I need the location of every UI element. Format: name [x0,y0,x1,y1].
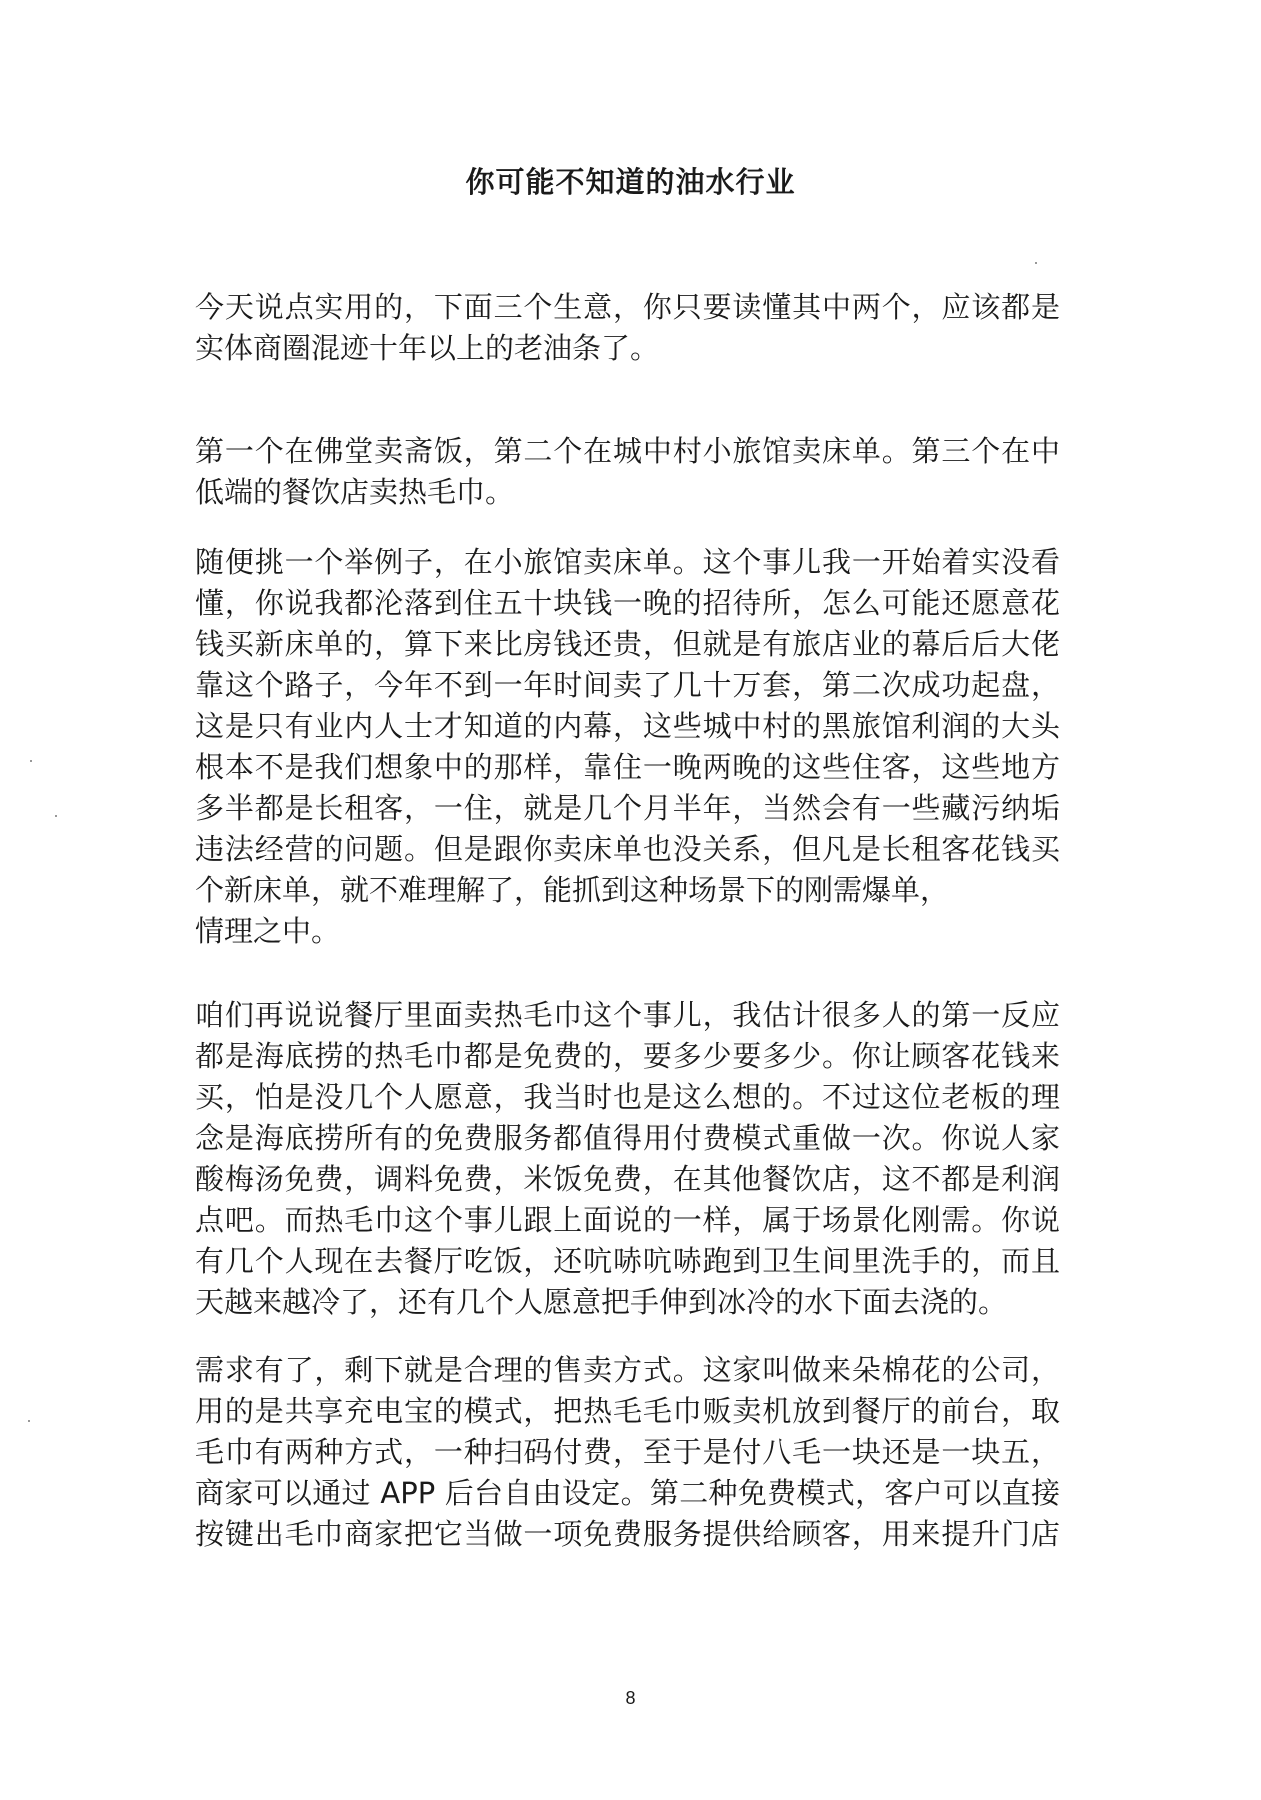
text-line: 有几个人现在去餐厅吃饭，还吭哧吭哧跑到卫生间里洗手的，而且 [195,1244,1060,1278]
text-line: 靠这个路子，今年不到一年时间卖了几十万套，第二次成功起盘， [195,668,1060,702]
paragraph-1 [195,287,1060,369]
paragraph-3 [195,542,1060,952]
paragraph-2 [195,431,1060,513]
text-line: 低端的餐饮店卖热毛巾。 [195,475,515,509]
text-line: 违法经营的问题。但是跟你卖床单也没关系，但凡是长租客花钱买 [195,832,1060,866]
scan-speck [55,815,57,817]
text-line: 这是只有业内人士才知道的内幕，这些城中村的黑旅馆利润的大头 [195,709,1060,743]
scan-speck [30,760,32,762]
text-line: 钱买新床单的，算下来比房钱还贵，但就是有旅店业的幕后后大佬 [195,627,1060,661]
text-line: 毛巾有两种方式，一种扫码付费，至于是付八毛一块还是一块五， [195,1435,1060,1469]
scan-speck [28,1420,30,1422]
text-line: 今天说点实用的，下面三个生意，你只要读懂其中两个，应该都是 [195,290,1060,324]
text-line: 随便挑一个举例子，在小旅馆卖床单。这个事儿我一开始着实没看 [195,545,1060,579]
text-line: 多半都是长租客，一住，就是几个月半年，当然会有一些藏污纳垢 [195,791,1060,825]
text-line: 点吧。而热毛巾这个事儿跟上面说的一样，属于场景化刚需。你说 [195,1203,1060,1237]
text-line: 情理之中。 [195,914,341,948]
text-line: 懂，你说我都沦落到住五十块钱一晚的招待所，怎么可能还愿意花 [195,586,1060,620]
text-line: 根本不是我们想象中的那样，靠住一晚两晚的这些住客，这些地方 [195,750,1060,784]
text-line: 念是海底捞所有的免费服务都值得用付费模式重做一次。你说人家 [195,1121,1060,1155]
text-line: 个新床单，就不难理解了，能抓到这种场景下的刚需爆单， [195,873,950,907]
text-line: 咱们再说说餐厅里面卖热毛巾这个事儿，我估计很多人的第一反应 [195,998,1060,1032]
paragraph-4 [195,995,1060,1323]
scan-speck [1035,262,1037,264]
paragraph-5 [195,1350,1060,1555]
text-line: 实体商圈混迹十年以上的老油条了。 [195,331,660,365]
document-title: 你可能不知道的油水行业 [465,165,796,199]
text-line: 需求有了，剩下就是合理的售卖方式。这家叫做来朵棉花的公司， [195,1353,1060,1387]
text-line: 都是海底捞的热毛巾都是免费的，要多少要多少。你让顾客花钱来 [195,1039,1060,1073]
text-line: 天越来越冷了，还有几个人愿意把手伸到冰冷的水下面去浇的。 [195,1285,1008,1319]
text-line: 买，怕是没几个人愿意，我当时也是这么想的。不过这位老板的理 [195,1080,1060,1114]
text-line: 按键出毛巾商家把它当做一项免费服务提供给顾客，用来提升门店 [195,1517,1060,1551]
text-line: 第一个在佛堂卖斋饭，第二个在城中村小旅馆卖床单。第三个在中 [195,434,1060,468]
page-number: 8 [625,1688,636,1708]
text-line: 商家可以通过 APP 后台自由设定。第二种免费模式，客户可以直接 [195,1476,1060,1510]
text-line: 用的是共享充电宝的模式，把热毛毛巾贩卖机放到餐厅的前台，取 [195,1394,1060,1428]
text-line: 酸梅汤免费，调料免费，米饭免费，在其他餐饮店，这不都是利润 [195,1162,1060,1196]
